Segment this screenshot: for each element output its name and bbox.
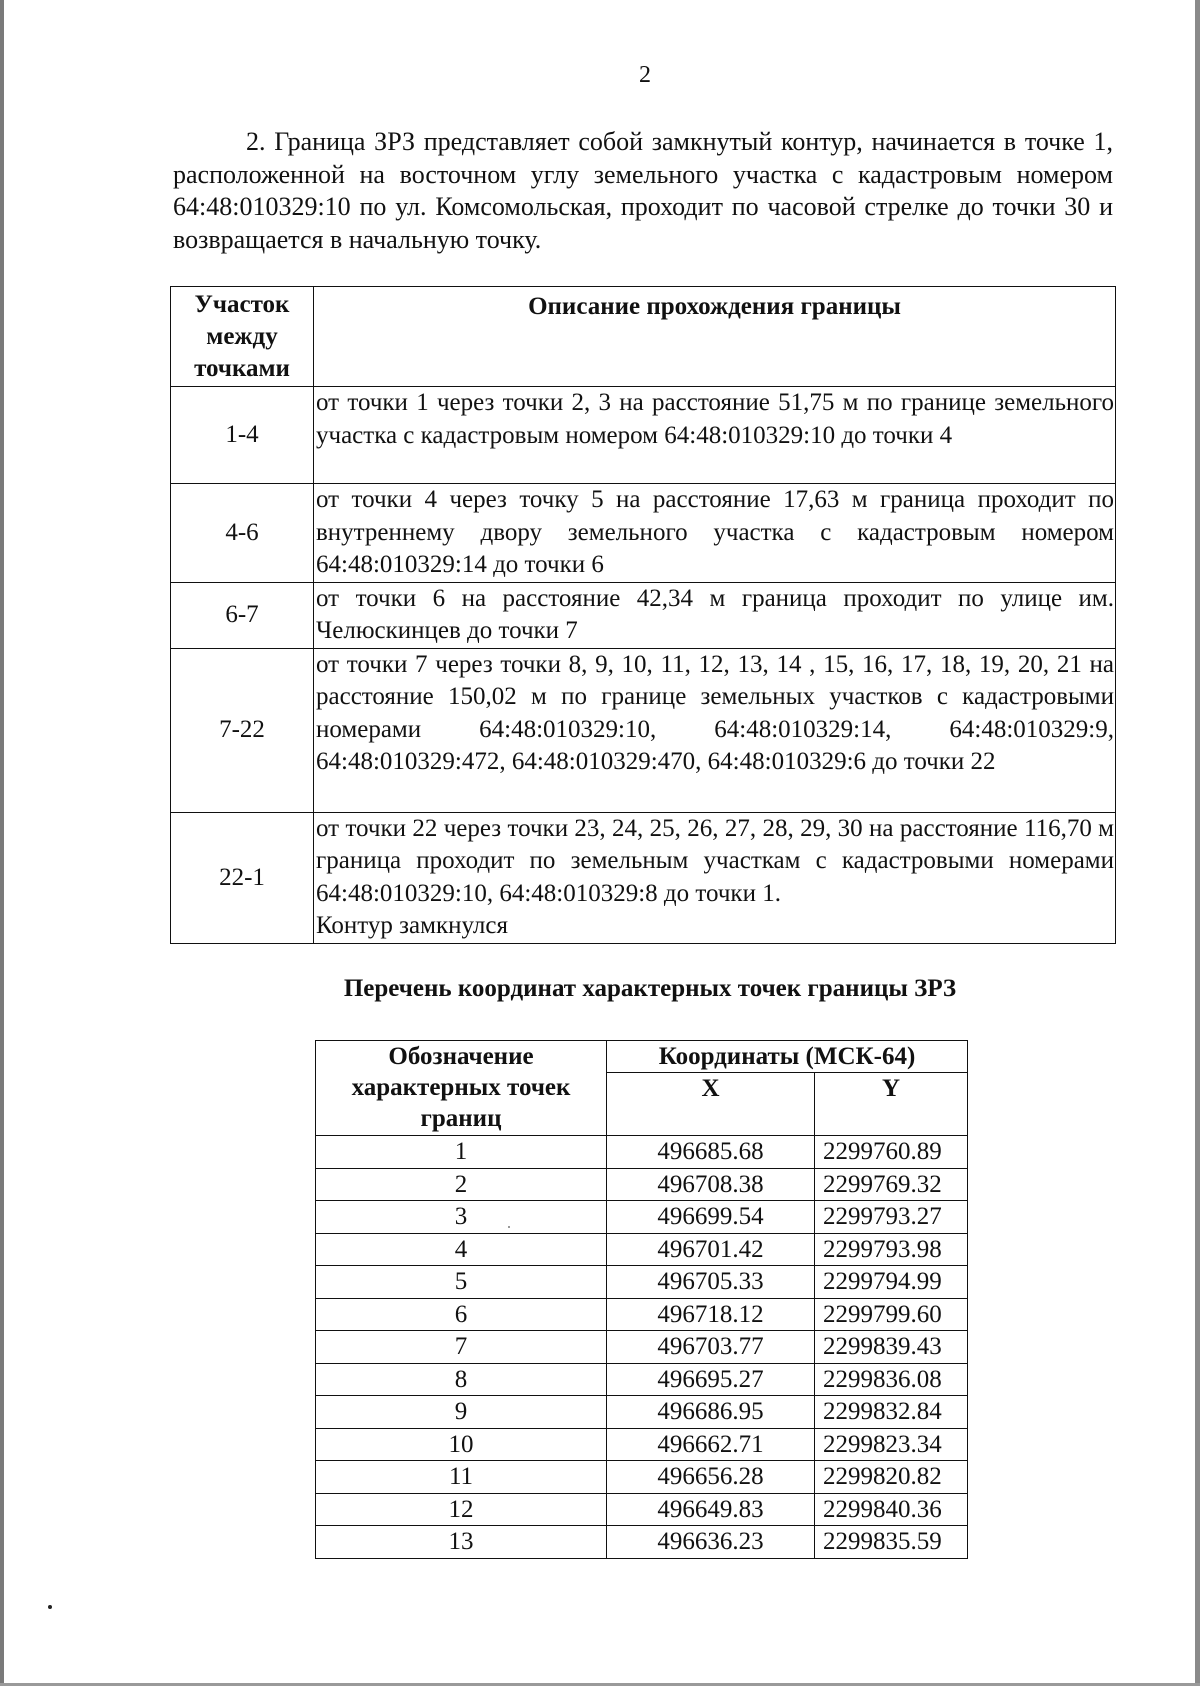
coordinates-table (315, 1040, 968, 1559)
description-cell: от точки 6 на расстояние 42,34 м граница проходит по улице им. Челюскинцев до точки 7 (314, 582, 1116, 648)
point-cell: 1 (316, 1136, 607, 1169)
description-cell: от точки 4 через точку 5 на расстояние 17,63 м граница проходит по внутреннему двору земельного участка с кадастровым номером 64:48:010329:14 до точки 6 (314, 484, 1116, 583)
intro-paragraph: 2. Граница ЗРЗ представляет собой замкнутый контур, начинается в точке 1, расположенной на восточном углу земельного участка с кадастровым номером 64:48:010329:10 по ул. Комсомольская, проходит по часовой стрелке до точки 30 и возвращается в начальную точку. (173, 127, 1113, 254)
point-cell: 10 (316, 1428, 607, 1461)
header-section: Участок между точками (171, 287, 314, 387)
table-row (316, 1233, 968, 1266)
x-cell: 496656.28 (607, 1461, 815, 1494)
table-row (171, 387, 1116, 484)
x-cell: 496703.77 (607, 1331, 815, 1364)
table-row (171, 582, 1116, 648)
x-cell: 496686.95 (607, 1396, 815, 1429)
section-cell: 22-1 (171, 812, 314, 943)
y-cell: 2299769.32 (815, 1168, 968, 1201)
description-cell (314, 812, 1116, 943)
point-cell: 2 (316, 1168, 607, 1201)
header-y: Y (815, 1073, 968, 1136)
table-row (171, 484, 1116, 583)
y-cell: 2299820.82 (815, 1461, 968, 1494)
y-cell: 2299794.99 (815, 1266, 968, 1299)
point-cell: 9 (316, 1396, 607, 1429)
y-cell: 2299760.89 (815, 1136, 968, 1169)
table-row (316, 1526, 968, 1559)
section-cell: 1-4 (171, 387, 314, 484)
table-row (316, 1266, 968, 1299)
table-row (316, 1168, 968, 1201)
point-cell: 13 (316, 1526, 607, 1559)
point-cell: 4 (316, 1233, 607, 1266)
page-number: 2 (639, 62, 651, 88)
section-cell: 4-6 (171, 484, 314, 583)
x-cell: 496718.12 (607, 1298, 815, 1331)
point-cell: 5 (316, 1266, 607, 1299)
y-cell: 2299793.98 (815, 1233, 968, 1266)
coords-title: Перечень координат характерных точек границы ЗРЗ (343, 975, 957, 1002)
description-text: от точки 22 через точки 23, 24, 25, 26, 27, 28, 29, 30 на расстояние 116,70 м граница проходит по земельным участкам с кадастровыми номерами 64:48:010329:10, 64:48:010329:8 до точки 1. (316, 814, 1114, 907)
x-cell: 496649.83 (607, 1493, 815, 1526)
y-cell: 2299793.27 (815, 1201, 968, 1234)
coords-body (316, 1136, 968, 1559)
table-row (316, 1396, 968, 1429)
description-cell: от точки 1 через точки 2, 3 на расстояние 51,75 м по границе земельного участка с кадастровым номером 64:48:010329:10 до точки 4 (314, 387, 1116, 484)
point-cell: 11 (316, 1461, 607, 1494)
table-row (316, 1331, 968, 1364)
y-cell: 2299839.43 (815, 1331, 968, 1364)
y-cell: 2299840.36 (815, 1493, 968, 1526)
x-cell: 496705.33 (607, 1266, 815, 1299)
boundary-description-table (170, 286, 1116, 944)
point-cell: 3 (316, 1201, 607, 1234)
x-cell: 496699.54 (607, 1201, 815, 1234)
x-cell: 496708.38 (607, 1168, 815, 1201)
boundary-table-header-row (171, 287, 1116, 387)
table-row (316, 1428, 968, 1461)
header-coords: Координаты (МСК-64) (607, 1041, 968, 1073)
x-cell: 496701.42 (607, 1233, 815, 1266)
x-cell: 496662.71 (607, 1428, 815, 1461)
point-cell: 8 (316, 1363, 607, 1396)
x-cell: 496636.23 (607, 1526, 815, 1559)
scan-speck (508, 1226, 510, 1228)
margin-dot (48, 1605, 52, 1609)
y-cell: 2299836.08 (815, 1363, 968, 1396)
description-cell: от точки 7 через точки 8, 9, 10, 11, 12, 13, 14 , 15, 16, 17, 18, 19, 20, 21 на расстояние 150,02 м по границе земельных участков с кадастровыми номерами 64:48:010329:10, 64:48:010329:14, 64:48:010329:9, 64:48:010329:472, 64:48:010329:470, 64:48:010329:6 до точки 22 (314, 648, 1116, 812)
table-row (316, 1363, 968, 1396)
table-row (316, 1298, 968, 1331)
table-row (316, 1461, 968, 1494)
header-point: Обозначение характерных точек границ (316, 1041, 607, 1136)
table-row (316, 1201, 968, 1234)
header-x: X (607, 1073, 815, 1136)
scan-edge-left (0, 0, 4, 1686)
table-row (316, 1136, 968, 1169)
coords-header-row (316, 1041, 968, 1073)
point-cell: 7 (316, 1331, 607, 1364)
x-cell: 496695.27 (607, 1363, 815, 1396)
table-row (316, 1493, 968, 1526)
x-cell: 496685.68 (607, 1136, 815, 1169)
table-row (171, 648, 1116, 812)
header-description: Описание прохождения границы (314, 287, 1116, 387)
scan-edge-right (1195, 0, 1200, 1686)
y-cell: 2299832.84 (815, 1396, 968, 1429)
point-cell: 6 (316, 1298, 607, 1331)
y-cell: 2299799.60 (815, 1298, 968, 1331)
table-row (171, 812, 1116, 943)
contour-closed-note: Контур замкнулся (316, 912, 508, 939)
point-cell: 12 (316, 1493, 607, 1526)
section-cell: 6-7 (171, 582, 314, 648)
y-cell: 2299835.59 (815, 1526, 968, 1559)
section-cell: 7-22 (171, 648, 314, 812)
y-cell: 2299823.34 (815, 1428, 968, 1461)
